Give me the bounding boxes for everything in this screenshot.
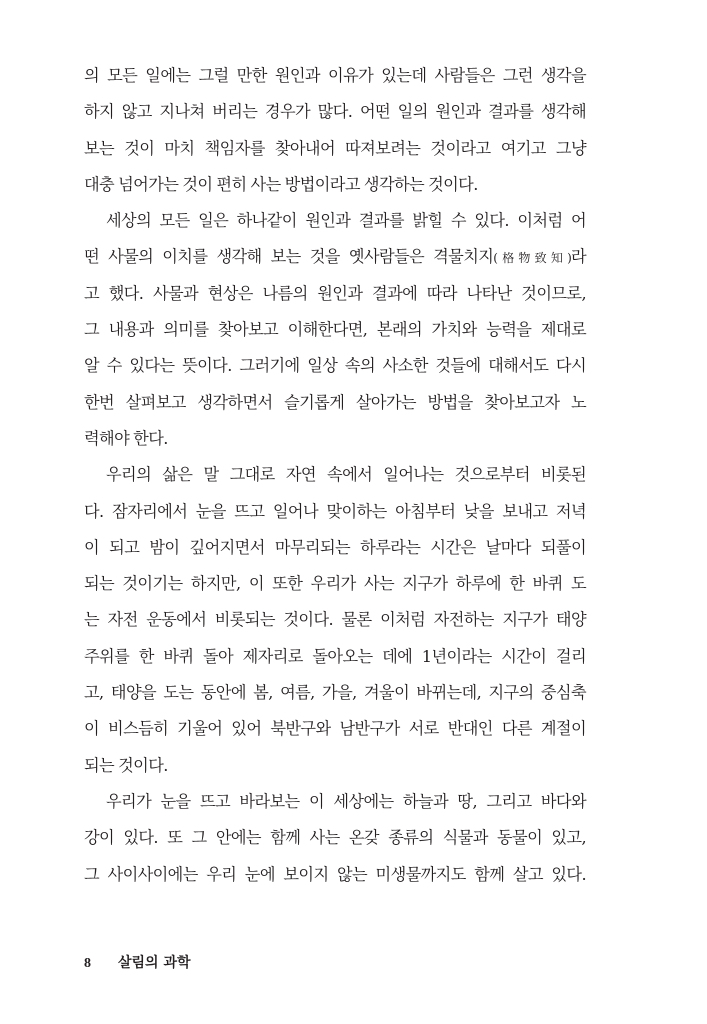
text-line: 다. 잠자리에서 눈을 뜨고 일어나 맞이하는 아침부터 낮을 보내고 저녁 [84,501,586,521]
text-line: 강이 있다. 또 그 안에는 함께 사는 온갖 종류의 식물과 동물이 있고, [84,828,586,848]
text-line: 그 사이사이에는 우리 눈에 보이지 않는 미생물까지도 함께 살고 있다. [84,864,586,884]
text-line: 력해야 한다. [84,428,168,448]
page-number: 8 [84,956,91,971]
text-line: 이 비스듬히 기울어 있어 북반구와 남반구가 서로 반대인 다른 계절이 [84,719,586,739]
paragraph-1 [84,58,586,203]
text-line: 그 내용과 의미를 찾아보고 이해한다면, 본래의 가치와 능력을 제대로 [84,320,586,340]
text-line: 고 했다. 사물과 현상은 나름의 원인과 결과에 따라 나타난 것이므로, [84,283,586,303]
text-line: 되는 것이다. [84,755,168,775]
hanja-annotation: (格物致知) [493,251,571,266]
text-segment: 떤 사물의 이치를 생각해 보는 것을 옛사람들은 격물치지 [84,247,494,267]
text-line: 세상의 모든 일은 하나같이 원인과 결과를 밝힐 수 있다. 이처럼 어 [106,211,586,231]
text-line: 우리가 눈을 뜨고 바라보는 이 세상에는 하늘과 땅, 그리고 바다와 [106,791,586,811]
page-footer [84,952,191,972]
text-line: 주위를 한 바퀴 돌아 제자리로 돌아오는 데에 1년이라는 시간이 걸리 [84,646,586,666]
text-line: 하지 않고 지나쳐 버리는 경우가 많다. 어떤 일의 원인과 결과를 생각해 [84,102,586,122]
text-line: 되는 것이기는 하지만, 이 또한 우리가 사는 지구가 하루에 한 바퀴 도 [84,574,586,594]
text-line: 고, 태양을 도는 동안에 봄, 여름, 가을, 겨울이 바뀌는데, 지구의 중심축 [84,683,586,703]
text-line: 대충 넘어가는 것이 편히 사는 방법이라고 생각하는 것이다. [84,174,478,194]
body-text [84,58,586,893]
text-line: 알 수 있다는 뜻이다. 그러기에 일상 속의 사소한 것들에 대해서도 다시 [84,356,586,376]
book-title: 살림의 과학 [118,955,191,971]
text-line: 의 모든 일에는 그럴 만한 원인과 이유가 있는데 사람들은 그런 생각을 [84,66,586,85]
text-line: 우리의 삶은 말 그대로 자연 속에서 일어나는 것으로부터 비롯된 [106,465,586,485]
text-line: 이 되고 밤이 깊어지면서 마무리되는 하루라는 시간은 날마다 되풀이 [84,537,586,557]
paragraph-4 [84,784,586,893]
paragraph-2 [84,203,586,457]
text-line [84,239,586,275]
text-line: 는 자전 운동에서 비롯되는 것이다. 물론 이처럼 자전하는 지구가 태양 [84,610,586,630]
text-segment: 라 [570,247,586,267]
text-line: 한번 살펴보고 생각하면서 슬기롭게 살아가는 방법을 찾아보고자 노 [84,392,586,412]
paragraph-3 [84,457,586,784]
text-line: 보는 것이 마치 책임자를 찾아내어 따져보려는 것이라고 여기고 그냥 [84,138,586,158]
